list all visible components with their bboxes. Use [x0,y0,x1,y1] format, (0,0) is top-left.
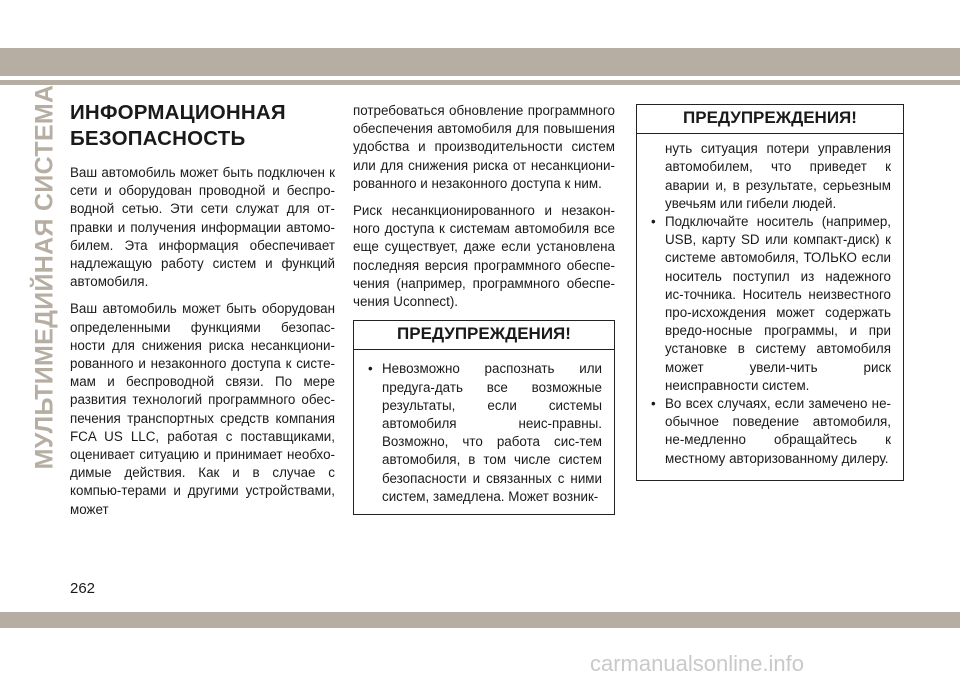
warning-item: • Подключайте носитель (например, USB, карту SD или компакт-диск) к системе автомобиля, ТОЛЬКО если носитель поступил из надежного ис-точника. Носитель неизвестного про-исхождения может содержать вредо-носные программы, и при установке в систему автомобиля может увели-чить риск неисправности систем. [651,213,891,395]
footer-band [0,612,960,628]
page-number: 262 [70,580,96,597]
warning-list [637,213,903,480]
warning-box [353,320,615,515]
paragraph: потребоваться обновление программного обеспечения автомобиля для повышения удобства и производительности систем или для снижения риска от несанкциони-рованного и незаконного доступа к ним. [353,103,615,191]
header-band [0,48,960,76]
column-3 [636,104,904,481]
page-title-line2: БЕЗОПАСНОСТЬ [70,127,246,150]
top-margin [0,0,960,40]
column-1 [70,100,335,528]
paragraph: Ваш автомобиль может быть подключен к сети и оборудован проводной и беспро-водной сетью. Эти сети служат для от-правки и получения информации автомо-билем. Эта информация обеспечивает надлежащую работу систем и функций автомобиля. [70,165,335,290]
page-title [70,100,335,152]
warning-title: ПРЕДУПРЕЖДЕНИЯ! [637,105,903,134]
warning-list [354,350,614,514]
warning-item: • Во всех случаях, если замечено не-обычное поведение автомобиля, не-медленно обращайтесь к местному авторизованному дилеру. [651,395,891,468]
side-section-title: МУЛЬТИМЕДИЙНАЯ СИСТЕМА [30,84,59,470]
paragraph: Риск несанкционированного и незакон-ного доступа к системам автомобиля все еще существует, даже если установлена последняя версия программного обеспе-чения (например, программного обеспе-чения Uconnect). [353,203,615,310]
header-rule [0,80,960,85]
warning-item: • Невозможно распознать или предуга-дать все возможные результаты, если системы автомобиля неис-правны. Возможно, что работа сис-тем автомобиля, в том числе систем безопасности и связанных с ними систем, замедлена. Может возник- [368,360,602,506]
watermark: carmanualsonline.info [590,651,805,676]
warning-item-continuation: нуть ситуация потери управления автомобилем, что приведет к аварии и, в результате, серьезным увечьям или гибели людей. [665,141,891,211]
page-title-line1: ИНФОРМАЦИОННАЯ [70,101,286,124]
paragraph: Ваш автомобиль может быть оборудован определенными функциями безопас-ности для снижения риска несанкциони-рованного и незаконного доступа к систе-мам и беспроводной связи. По мере развития технологий программного обес-печения транспортных средств компания FCA US LLC, работая с поставщиками, оценивает ситуацию и принимает необхо-димые действия. Как и в случае с компью-терами и другими устройствами, может [70,301,335,517]
warning-box-continued [636,104,904,481]
side-section-tab [29,84,61,470]
warning-title: ПРЕДУПРЕЖДЕНИЯ! [354,321,614,350]
column-2 [353,102,615,515]
